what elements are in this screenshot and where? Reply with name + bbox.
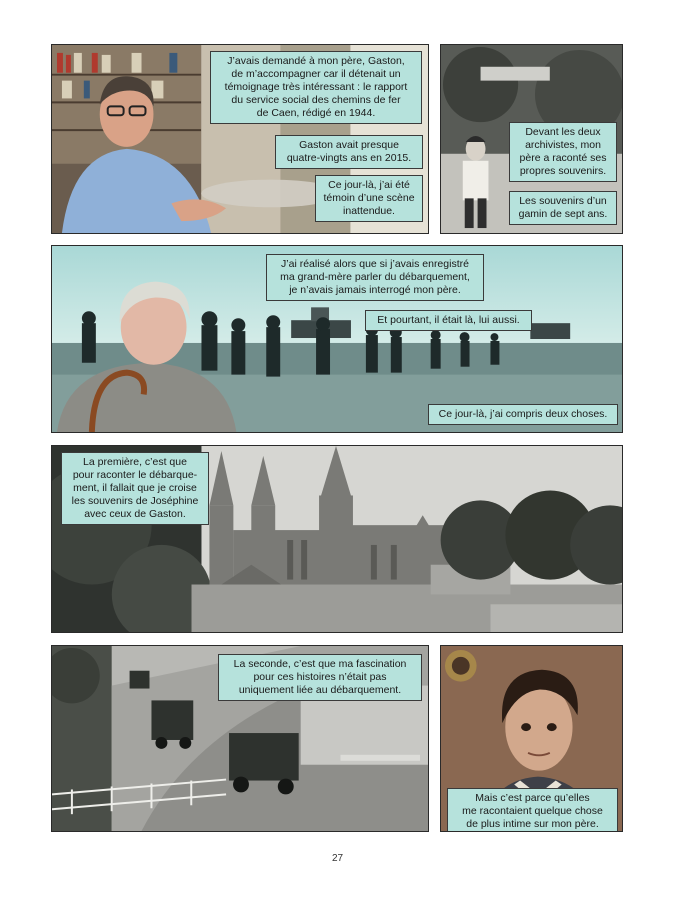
caption-unexpected-scene: Ce jour-là, j’ai été témoin d’une scène inattendue.: [315, 175, 423, 222]
caption-archivists: Devant les deux archivistes, mon père a raconté ses propres souvenirs.: [509, 122, 617, 182]
panel-grandmother-landing: [51, 245, 623, 433]
panel-army-trucks: [51, 645, 429, 832]
panel-bayeux-cathedral: [51, 445, 623, 633]
caption-gaston-report: J’avais demandé à mon père, Gaston, de m’accompagner car il détenait un témoignage très intéressant : le rapport du service social des chemins de fer de Caen, rédigé en 1944.: [210, 51, 422, 124]
panel-boy-portrait-sepia: [440, 645, 623, 832]
caption-two-things: Ce jour-là, j’ai compris deux choses.: [428, 404, 618, 425]
caption-gaston-age: Gaston avait presque quatre-vingts ans en 2015.: [275, 135, 423, 169]
caption-more-intimate: Mais c’est parce qu’elles me racontaient quelque chose de plus intime sur mon père.: [447, 788, 618, 832]
caption-grandmother-recording: J’ai réalisé alors que si j’avais enregistré ma grand-mère parler du débarquement, je n’avais jamais interrogé mon père.: [266, 254, 484, 301]
caption-first-thing: La première, c’est que pour raconter le débarque- ment, il fallait que je croise les souvenirs de Joséphine avec ceux de Gaston.: [61, 452, 209, 525]
caption-second-thing: La seconde, c’est que ma fascination pour ces histoires n’était pas uniquement liée au débarquement.: [218, 654, 422, 701]
caption-seven-year-old: Les souvenirs d’un gamin de sept ans.: [509, 191, 617, 225]
caption-he-was-there: Et pourtant, il était là, lui aussi.: [365, 310, 532, 331]
page-number: 27: [331, 853, 344, 864]
panel-man-in-library: [51, 44, 429, 234]
panel-boy-photo-bw: [440, 44, 623, 234]
